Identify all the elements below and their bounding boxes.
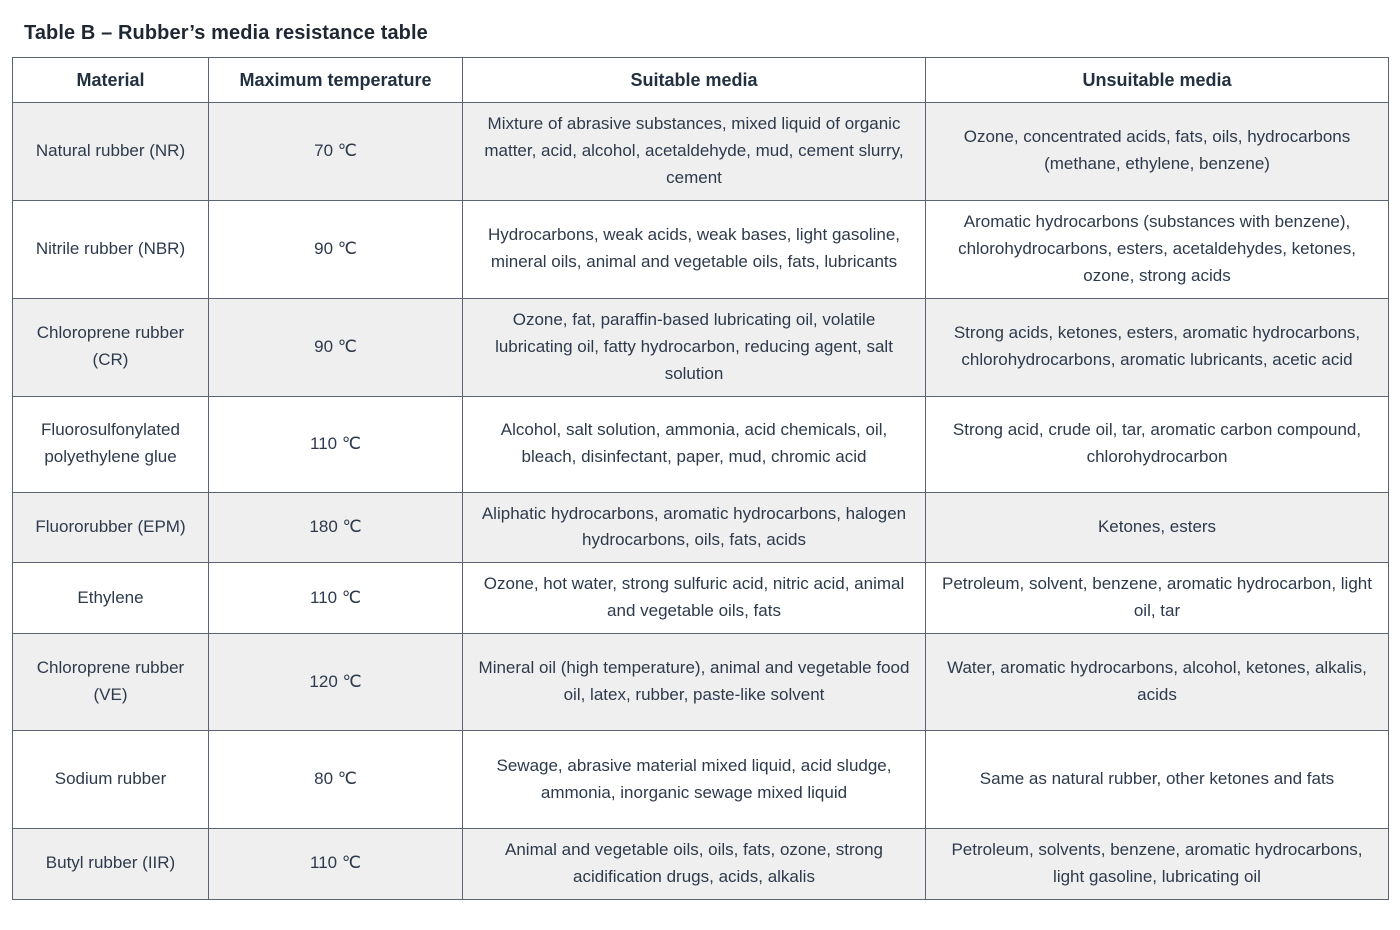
cell-unsuitable-media: Water, aromatic hydrocarbons, alcohol, ketones, alkalis, acids bbox=[926, 634, 1389, 731]
table-row bbox=[13, 396, 1389, 492]
cell-material: Nitrile rubber (NBR) bbox=[13, 200, 209, 298]
table-row bbox=[13, 563, 1389, 634]
table-container bbox=[12, 57, 1388, 900]
cell-material: Chloroprene rubber (VE) bbox=[13, 634, 209, 731]
cell-temperature: 120 ℃ bbox=[209, 634, 463, 731]
cell-material: Ethylene bbox=[13, 563, 209, 634]
cell-suitable-media: Ozone, hot water, strong sulfuric acid, nitric acid, animal and vegetable oils, fats bbox=[463, 563, 926, 634]
cell-temperature: 110 ℃ bbox=[209, 829, 463, 900]
column-header-material: Material bbox=[13, 58, 209, 103]
cell-temperature: 110 ℃ bbox=[209, 396, 463, 492]
table-row bbox=[13, 829, 1389, 900]
cell-material: Chloroprene rubber (CR) bbox=[13, 298, 209, 396]
cell-material: Natural rubber (NR) bbox=[13, 103, 209, 201]
cell-material: Butyl rubber (IIR) bbox=[13, 829, 209, 900]
cell-temperature: 80 ℃ bbox=[209, 731, 463, 829]
table-row bbox=[13, 298, 1389, 396]
cell-unsuitable-media: Aromatic hydrocarbons (substances with benzene), chlorohydrocarbons, esters, acetaldehydes, ketones, ozone, strong acids bbox=[926, 200, 1389, 298]
cell-suitable-media: Alcohol, salt solution, ammonia, acid chemicals, oil, bleach, disinfectant, paper, mud, chromic acid bbox=[463, 396, 926, 492]
table-header-row bbox=[13, 58, 1389, 103]
cell-unsuitable-media: Same as natural rubber, other ketones and fats bbox=[926, 731, 1389, 829]
cell-unsuitable-media: Petroleum, solvent, benzene, aromatic hydrocarbon, light oil, tar bbox=[926, 563, 1389, 634]
column-header-suitable-media: Suitable media bbox=[463, 58, 926, 103]
table-row bbox=[13, 634, 1389, 731]
column-header-temperature: Maximum temperature bbox=[209, 58, 463, 103]
cell-unsuitable-media: Ketones, esters bbox=[926, 492, 1389, 563]
cell-suitable-media: Ozone, fat, paraffin-based lubricating oil, volatile lubricating oil, fatty hydrocarbon, reducing agent, salt solution bbox=[463, 298, 926, 396]
table-caption: Table B – Rubber’s media resistance table bbox=[24, 22, 428, 44]
table-header bbox=[13, 58, 1389, 103]
cell-unsuitable-media: Strong acids, ketones, esters, aromatic hydrocarbons, chlorohydrocarbons, aromatic lubricants, acetic acid bbox=[926, 298, 1389, 396]
cell-temperature: 90 ℃ bbox=[209, 298, 463, 396]
cell-unsuitable-media: Strong acid, crude oil, tar, aromatic carbon compound, chlorohydrocarbon bbox=[926, 396, 1389, 492]
table-body bbox=[13, 103, 1389, 900]
cell-unsuitable-media: Petroleum, solvents, benzene, aromatic hydrocarbons, light gasoline, lubricating oil bbox=[926, 829, 1389, 900]
table-row bbox=[13, 200, 1389, 298]
cell-temperature: 70 ℃ bbox=[209, 103, 463, 201]
table-row bbox=[13, 492, 1389, 563]
media-resistance-table bbox=[12, 57, 1389, 900]
cell-suitable-media: Animal and vegetable oils, oils, fats, ozone, strong acidification drugs, acids, alkalis bbox=[463, 829, 926, 900]
cell-suitable-media: Aliphatic hydrocarbons, aromatic hydrocarbons, halogen hydrocarbons, oils, fats, acids bbox=[463, 492, 926, 563]
cell-material: Fluororubber (EPM) bbox=[13, 492, 209, 563]
cell-suitable-media: Mineral oil (high temperature), animal and vegetable food oil, latex, rubber, paste-like solvent bbox=[463, 634, 926, 731]
cell-temperature: 180 ℃ bbox=[209, 492, 463, 563]
cell-temperature: 90 ℃ bbox=[209, 200, 463, 298]
cell-suitable-media: Sewage, abrasive material mixed liquid, acid sludge, ammonia, inorganic sewage mixed liquid bbox=[463, 731, 926, 829]
cell-temperature: 110 ℃ bbox=[209, 563, 463, 634]
cell-material: Fluorosulfonylated polyethylene glue bbox=[13, 396, 209, 492]
cell-suitable-media: Hydrocarbons, weak acids, weak bases, light gasoline, mineral oils, animal and vegetable oils, fats, lubricants bbox=[463, 200, 926, 298]
cell-material: Sodium rubber bbox=[13, 731, 209, 829]
table-row bbox=[13, 103, 1389, 201]
table-row bbox=[13, 731, 1389, 829]
cell-suitable-media: Mixture of abrasive substances, mixed liquid of organic matter, acid, alcohol, acetaldehyde, mud, cement slurry, cement bbox=[463, 103, 926, 201]
column-header-unsuitable-media: Unsuitable media bbox=[926, 58, 1389, 103]
cell-unsuitable-media: Ozone, concentrated acids, fats, oils, hydrocarbons (methane, ethylene, benzene) bbox=[926, 103, 1389, 201]
